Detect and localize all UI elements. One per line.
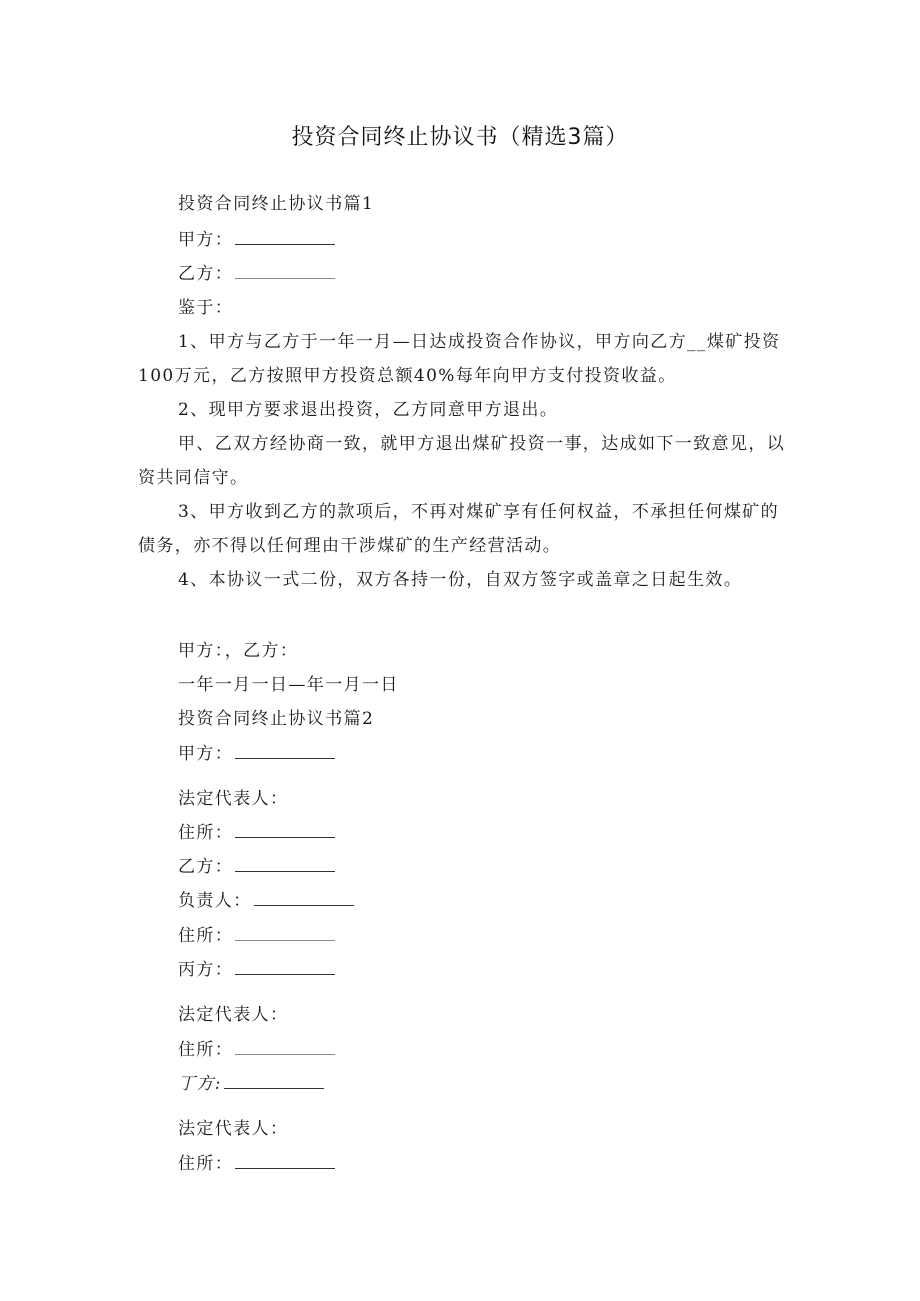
address-blank — [235, 926, 335, 941]
clause-3: 3、甲方收到乙方的款项后，不再对煤矿享有任何权益，不承担任何煤矿的债务，亦不得以任何理由干涉煤矿的生产经营活动。 — [138, 502, 780, 556]
address-blank — [235, 1154, 335, 1169]
party-a-label: 甲方： — [178, 744, 234, 764]
address-line-4 — [178, 1153, 335, 1175]
responsible-line — [178, 890, 354, 912]
party-d-blank — [224, 1074, 324, 1089]
document-title: 投资合同终止协议书（精选3篇） — [291, 125, 629, 150]
party-a-blank — [235, 230, 335, 245]
clause-4: 4、本协议一式二份，双方各持一份，自双方签字或盖章之日起生效。 — [178, 570, 743, 590]
party-c-line — [178, 959, 335, 981]
section1-heading: 投资合同终止协议书篇1 — [178, 194, 375, 214]
party-b-blank — [235, 857, 335, 872]
consensus-paragraph: 甲、乙双方经协商一致，就甲方退出煤矿投资一事，达成如下一致意见，以资共同信守。 — [138, 434, 786, 488]
party-a-line-1 — [178, 229, 335, 251]
address-label: 住所： — [178, 1040, 234, 1060]
clause-1: 1、甲方与乙方于一年一月—日达成投资合作协议，甲方向乙方__煤矿投资100万元，乙方按照甲方投资总额40%每年向甲方支付投资收益。 — [138, 332, 781, 386]
party-b-line-2 — [178, 856, 335, 878]
address-line-2 — [178, 925, 335, 947]
address-line-3 — [178, 1039, 335, 1061]
address-label: 住所： — [178, 1154, 234, 1174]
address-label: 住所： — [178, 823, 234, 843]
legal-rep-line-3: 法定代表人： — [178, 1119, 289, 1139]
responsible-label: 负责人： — [178, 891, 252, 911]
whereas-label: 鉴于： — [178, 298, 234, 318]
party-d-label: 丁方: — [178, 1074, 222, 1094]
party-d-line — [178, 1073, 324, 1095]
address-blank — [235, 823, 335, 838]
legal-rep-line-2: 法定代表人： — [178, 1005, 289, 1025]
party-a-line-2 — [178, 743, 335, 765]
legal-rep-line-1: 法定代表人： — [178, 789, 289, 809]
party-b-label: 乙方： — [178, 857, 234, 877]
section2-heading: 投资合同终止协议书篇2 — [178, 709, 375, 729]
party-c-blank — [235, 960, 335, 975]
address-line-1 — [178, 822, 335, 844]
date-line: 一年一月一日—年一月一日 — [178, 675, 399, 695]
party-a-label: 甲方： — [178, 230, 234, 250]
party-b-line-1 — [178, 263, 335, 285]
address-blank — [235, 1040, 335, 1055]
party-b-blank — [235, 264, 335, 279]
clause-2: 2、现甲方要求退出投资，乙方同意甲方退出。 — [178, 400, 559, 420]
signature-line: 甲方：，乙方： — [178, 641, 299, 661]
party-a-blank — [235, 744, 335, 759]
party-b-label: 乙方： — [178, 264, 234, 284]
responsible-blank — [254, 891, 354, 906]
party-c-label: 丙方： — [178, 960, 234, 980]
address-label: 住所： — [178, 926, 234, 946]
